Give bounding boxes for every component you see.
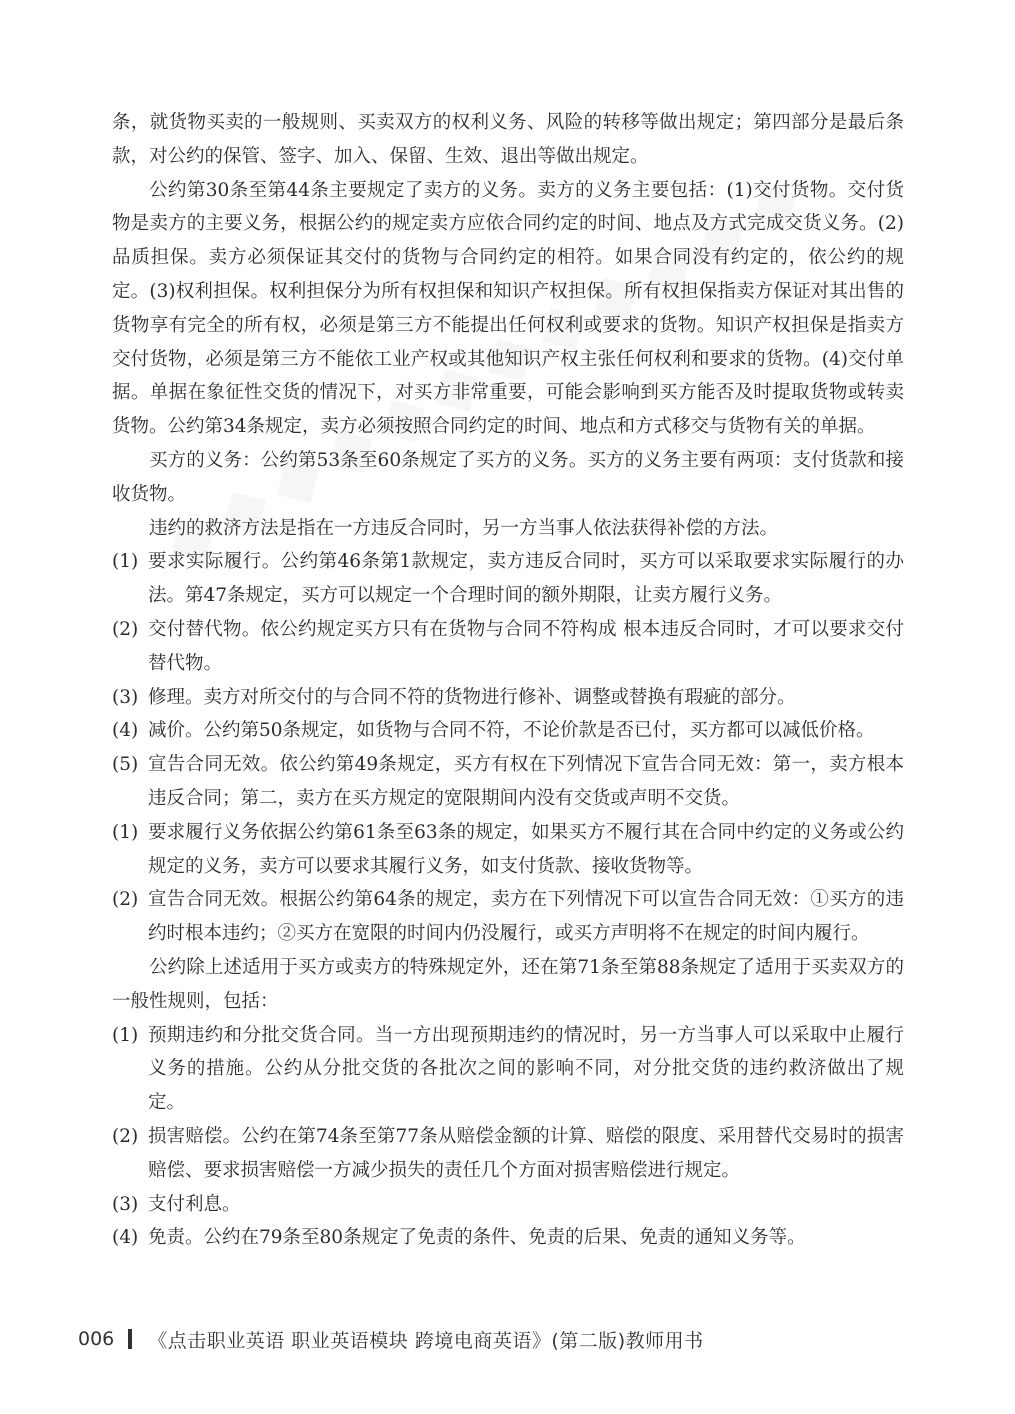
- list-item: [112, 714, 904, 748]
- paragraph: 买方的义务：公约第53条至60条规定了买方的义务。买方的义务主要有两项：支付货款和接收货物。: [112, 449, 904, 505]
- list-item: [112, 1221, 904, 1255]
- list-item: [112, 883, 904, 951]
- list-item: [112, 681, 904, 715]
- paragraph: 条，就货物买卖的一般规则、买卖双方的权利义务、风险的转移等做出规定；第四部分是最后条款，对公约的保管、签字、加入、保留、生效、退出等做出规定。: [112, 112, 904, 167]
- list-item-number: (3): [112, 686, 139, 708]
- footer-divider: [128, 1329, 132, 1349]
- list-item-number: (2): [112, 618, 139, 640]
- list-item-number: (1): [112, 821, 139, 843]
- list-item-number: (2): [112, 1125, 139, 1147]
- list-item-number: (1): [112, 551, 139, 573]
- list-item-number: (4): [112, 1227, 139, 1249]
- list-item-number: (3): [112, 1193, 139, 1215]
- paragraph: 公约除上述适用于买方或卖方的特殊规定外，还在第71条至第88条规定了适用于买卖双方的一般性规则，包括：: [112, 956, 904, 1012]
- list-item: [112, 816, 904, 884]
- list-item-text: 免责。公约在79条至80条规定了免责的条件、免责的后果、免责的通知义务等。: [148, 1227, 806, 1249]
- list-item-text: 减价。公约第50条规定，如货物与合同不符，不论价款是否已付，买方都可以减低价格。: [148, 720, 875, 742]
- list-item: [112, 748, 904, 816]
- list-item-text: 损害赔偿。公约在第74条至第77条从赔偿金额的计算、赔偿的限度、采用替代交易时的损害赔偿、要求损害赔偿一方减少损失的责任几个方面对损害赔偿进行规定。: [148, 1125, 904, 1181]
- list-item: [112, 1019, 904, 1120]
- list-item-text: 宣告合同无效。根据公约第64条的规定，卖方在下列情况下可以宣告合同无效：①买方的违约时根本违约；②买方在宽限的时间内仍没履行，或买方声明将不在规定的时间内履行。: [148, 889, 904, 945]
- list-item-text: 要求履行义务依据公约第61条至63条的规定，如果买方不履行其在合同中约定的义务或公约规定的义务，卖方可以要求其履行义务，如支付货款、接收货物等。: [148, 821, 904, 877]
- list-item-text: 修理。卖方对所交付的与合同不符的货物进行修补、调整或替换有瑕疵的部分。: [148, 686, 796, 708]
- list-item-text: 交付替代物。依公约规定买方只有在货物与合同不符构成 根本违反合同时，才可以要求交付替代物。: [148, 618, 904, 674]
- page-number: 006: [78, 1328, 115, 1350]
- list-item-number: (1): [112, 1024, 139, 1046]
- book-title: 《点击职业英语 职业英语模块 跨境电商英语》(第二版)教师用书: [148, 1329, 704, 1352]
- list-item-text: 宣告合同无效。依公约第49条规定，买方有权在下列情况下宣告合同无效：第一，卖方根本违反合同；第二，卖方在买方规定的宽限期间内没有交货或声明不交货。: [148, 754, 904, 809]
- list-item-number: (5): [112, 754, 139, 776]
- page-footer: [78, 1322, 704, 1356]
- list-item-text: 支付利息。: [148, 1193, 241, 1215]
- paragraph: 违约的救济方法是指在一方违反合同时，另一方当事人依法获得补偿的方法。: [149, 517, 779, 539]
- paragraph: 公约第30条至第44条主要规定了卖方的义务。卖方的义务主要包括：(1)交付货物。交付货物是卖方的主要义务，根据公约的规定卖方应依合同约定的时间、地点及方式完成交货义务。(2)品质担保。卖方必须保证其交付的货物与合同约定的相符。如果合同没有约定的，依公约的规定。(3)权利担保。权利担保分为所有权担保和知识产权担保。所有权担保指卖方保证对其出售的货物享有完全的所有权，必须是第三方不能提出任何权利或要求的货物。知识产权担保是指卖方交付货物，必须是第三方不能依工业产权或其他知识产权主张任何权利和要求的货物。(4)交付单据。单据在象征性交货的情况下，对买方非常重要，可能会影响到买方能否及时提取货物或转卖货物。公约第34条规定，卖方必须按照合同约定的时间、地点和方式移交与货物有关的单据。: [112, 179, 904, 438]
- list-item-text: 预期违约和分批交货合同。当一方出现预期违约的情况时，另一方当事人可以采取中止履行义务的措施。公约从分批交货的各批次之间的影响不同，对分批交货的违约救济做出了规定。: [148, 1024, 904, 1114]
- body-text: [112, 106, 904, 1255]
- list-item-text: 要求实际履行。公约第46条第1款规定，卖方违反合同时，买方可以采取要求实际履行的办法。第47条规定，买方可以规定一个合理时间的额外期限，让卖方履行义务。: [148, 551, 904, 607]
- list-item: [112, 1120, 904, 1188]
- list-item: [112, 613, 904, 681]
- list-item-number: (2): [112, 889, 139, 911]
- list-item: [112, 545, 904, 613]
- list-item: [112, 1188, 904, 1222]
- list-item-number: (4): [112, 720, 139, 742]
